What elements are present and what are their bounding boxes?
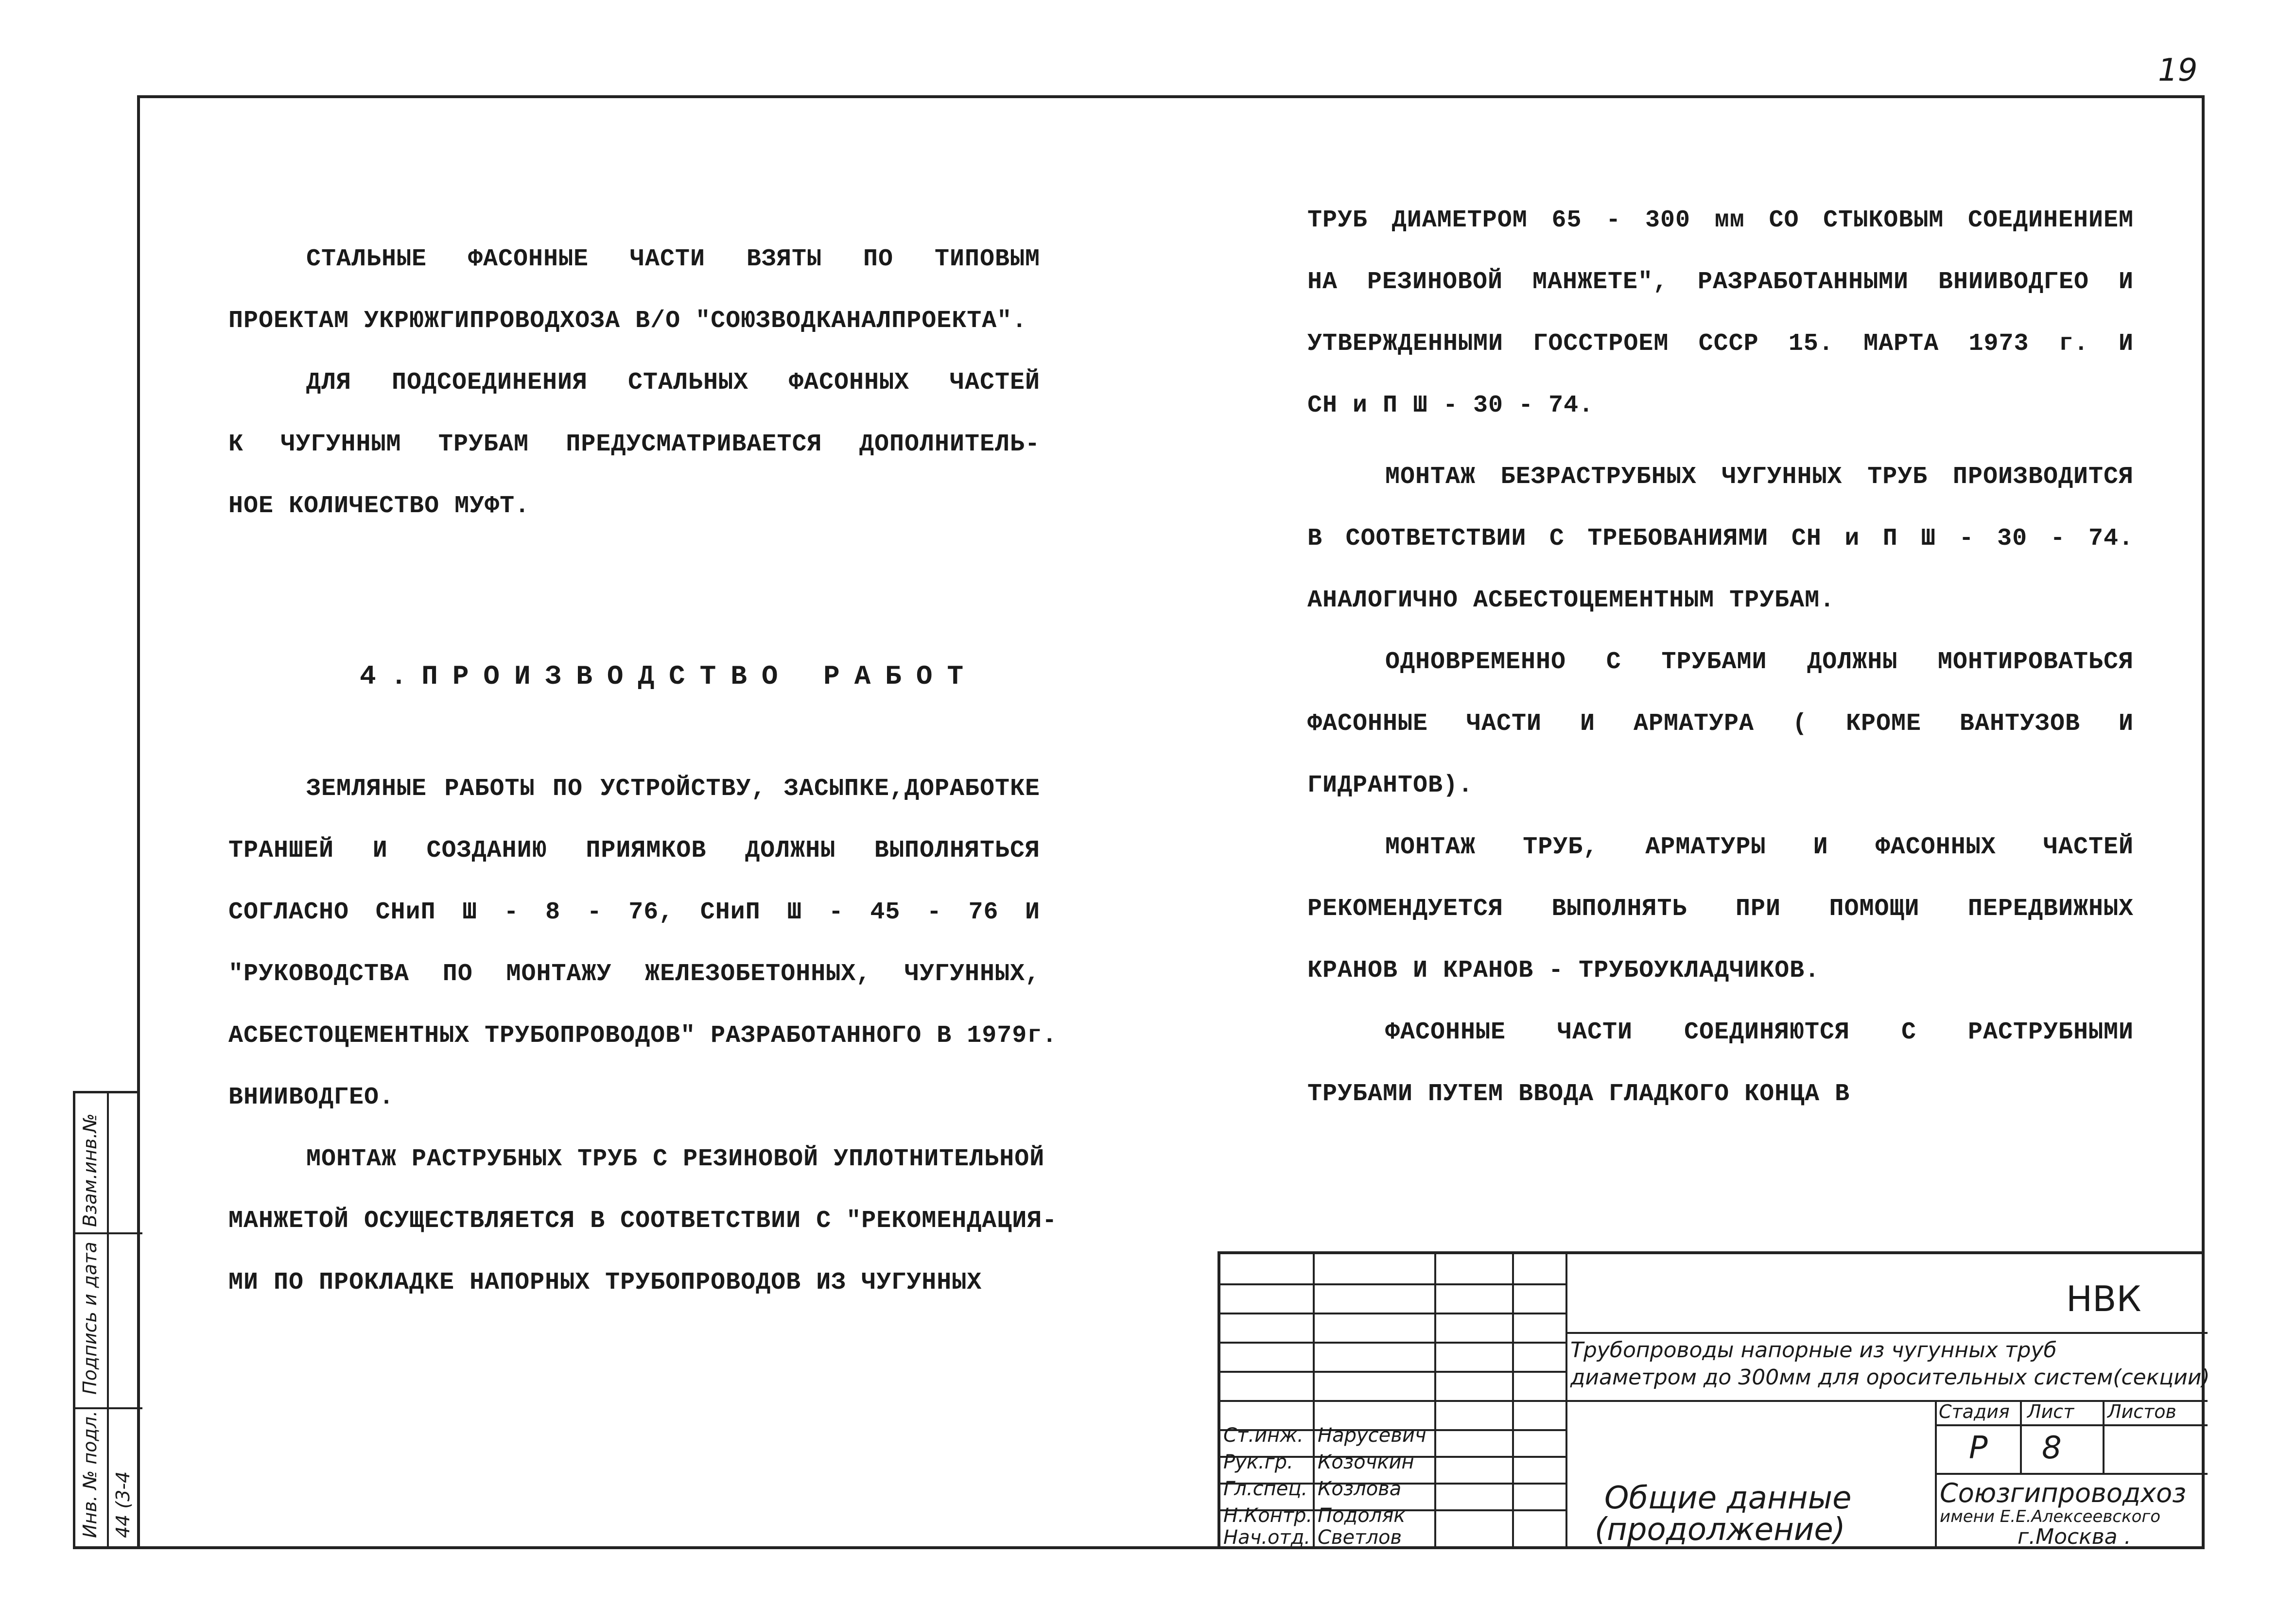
text-line: ТРУБАМИ ПУТЕМ ВВОДА ГЛАДКОГО КОНЦА В: [1307, 1080, 1850, 1108]
role-label: Нач.отд.: [1223, 1526, 1311, 1549]
drawing-code: НВК: [2066, 1279, 2141, 1319]
role-name: Козочкин: [1318, 1451, 1414, 1473]
text-line: ФАСОННЫЕ ЧАСТИ СОЕДИНЯЮТСЯ С РАСТРУБНЫМИ: [1385, 1019, 2134, 1046]
text-line: МИ ПО ПРОКЛАДКЕ НАПОРНЫХ ТРУБОПРОВОДОВ ИЗ ЧУГУННЫХ: [228, 1269, 982, 1296]
text-line: ГИДРАНТОВ).: [1307, 772, 1474, 799]
text-line: ТРУБ ДИАМЕТРОМ 65 - 300 мм СО СТЫКОВЫМ СОЕДИНЕНИЕМ: [1307, 207, 2134, 234]
role-name: Козлова: [1318, 1478, 1402, 1500]
role-label: Гл.спец.: [1223, 1478, 1308, 1500]
stage-value: Р: [1969, 1430, 1988, 1466]
drawing-title-line2: диаметром до 300мм для оросительных систем(секции): [1570, 1365, 2210, 1390]
text-line: АНАЛОГИЧНО АСБЕСТОЦЕМЕНТНЫМ ТРУБАМ.: [1307, 587, 1835, 614]
text-line: МОНТАЖ РАСТРУБНЫХ ТРУБ С РЕЗИНОВОЙ УПЛОТНИТЕЛЬНОЙ: [306, 1145, 1045, 1173]
text-line: В СООТВЕТСТВИИ С ТРЕБОВАНИЯМИ СН и П Ш - 30 - 74.: [1307, 525, 2134, 553]
text-line: ТРАНШЕЙ И СОЗДАНИЮ ПРИЯМКОВ ДОЛЖНЫ ВЫПОЛНЯТЬСЯ: [228, 837, 1040, 864]
drawing-title-line1: Трубопроводы напорные из чугунных труб: [1570, 1338, 2057, 1363]
grid-line: [1220, 1342, 1565, 1344]
text-line: ЗЕМЛЯНЫЕ РАБОТЫ ПО УСТРОЙСТВУ, ЗАСЫПКЕ,ДОРАБОТКЕ: [306, 775, 1040, 803]
left-column-top: [228, 228, 1040, 537]
stamp-value-inventory: 44 (3-4: [112, 1471, 134, 1538]
text-line: ПРОЕКТАМ УКРЮЖГИПРОВОДХОЗА В/О "СОЮЗВОДКАНАЛПРОЕКТА".: [228, 307, 1027, 335]
text-line: К ЧУГУННЫМ ТРУБАМ ПРЕДУСМАТРИВАЕТСЯ ДОПОЛНИТЕЛЬ-: [228, 431, 1040, 458]
sheets-header: Листов: [2107, 1401, 2176, 1422]
grid-line: [2020, 1400, 2022, 1473]
role-label: Н.Контр.: [1223, 1504, 1313, 1527]
role-name: Подоляк: [1318, 1504, 1406, 1527]
section-heading: 4.ПРОИЗВОДСТВО РАБОТ: [360, 661, 978, 692]
stage-header: Стадия: [1939, 1401, 2010, 1422]
org-line3: г.Москва .: [2018, 1524, 2131, 1549]
text-line: СТАЛЬНЫЕ ФАСОННЫЕ ЧАСТИ ВЗЯТЫ ПО ТИПОВЫМ: [306, 245, 1040, 273]
text-line: КРАНОВ И КРАНОВ - ТРУБОУКЛАДЧИКОВ.: [1307, 957, 1820, 985]
text-line: МАНЖЕТОЙ ОСУЩЕСТВЛЯЕТСЯ В СООТВЕТСТВИИ С "РЕКОМЕНДАЦИЯ-: [228, 1207, 1058, 1235]
left-column-bottom: [228, 758, 1058, 1313]
sheet-value: 8: [2042, 1430, 2062, 1466]
role-name: Нарусевич: [1318, 1424, 1426, 1447]
text-line: СН и П Ш - 30 - 74.: [1307, 392, 1594, 419]
sheet-header: Лист: [2027, 1401, 2074, 1422]
role-label: Ст.инж.: [1223, 1424, 1304, 1447]
text-line: АСБЕСТОЦЕМЕНТНЫХ ТРУБОПРОВОДОВ" РАЗРАБОТАННОГО В 1979г.: [228, 1022, 1058, 1050]
section-title-line1: Общие данные: [1604, 1480, 1852, 1516]
stamp-label-inventory: Инв. № подл.: [79, 1410, 101, 1538]
text-line: НА РЕЗИНОВОЙ МАНЖЕТЕ", РАЗРАБОТАННЫМИ ВНИИВОДГЕО И: [1307, 268, 2134, 296]
text-line: РЕКОМЕНДУЕТСЯ ВЫПОЛНЯТЬ ПРИ ПОМОЩИ ПЕРЕДВИЖНЫХ: [1307, 895, 2134, 923]
grid-line: [1935, 1424, 2208, 1426]
stamp-label-replacement: Взам.инв.№: [79, 1113, 101, 1227]
text-line: МОНТАЖ ТРУБ, АРМАТУРЫ И ФАСОННЫХ ЧАСТЕЙ: [1385, 833, 2134, 861]
section-title-line2: (продолжение): [1595, 1512, 1845, 1548]
grid-line: [1220, 1400, 1565, 1402]
grid-line: [1935, 1400, 1937, 1548]
right-column: [1307, 190, 2134, 1125]
grid-line: [1220, 1371, 1565, 1373]
margin-stamp: [73, 1091, 140, 1548]
grid-line: [1935, 1473, 2208, 1475]
grid-line: [1220, 1313, 1565, 1314]
grid-line: [2103, 1400, 2105, 1473]
title-block: [1218, 1251, 2210, 1549]
org-line2: имени Е.Е.Алексеевского: [1940, 1507, 2161, 1526]
grid-line: [1565, 1332, 2208, 1334]
sheet-mark: 19: [2158, 52, 2198, 88]
text-line: НОЕ КОЛИЧЕСТВО МУФТ.: [228, 492, 530, 520]
text-line: УТВЕРЖДЕННЫМИ ГОССТРОЕМ СССР 15. МАРТА 1973 г. И: [1307, 330, 2134, 358]
text-line: ОДНОВРЕМЕННО С ТРУБАМИ ДОЛЖНЫ МОНТИРОВАТЬСЯ: [1385, 648, 2134, 676]
text-line: ДЛЯ ПОДСОЕДИНЕНИЯ СТАЛЬНЫХ ФАСОННЫХ ЧАСТЕЙ: [306, 369, 1040, 397]
text-line: МОНТАЖ БЕЗРАСТРУБНЫХ ЧУГУННЫХ ТРУБ ПРОИЗВОДИТСЯ: [1385, 463, 2134, 491]
text-line: СОГЛАСНО СНиП Ш - 8 - 76, СНиП Ш - 45 - 76 И: [228, 899, 1040, 926]
role-name: Светлов: [1318, 1526, 1402, 1549]
org-line1: Союзгипроводхоз: [1940, 1478, 2186, 1508]
text-line: "РУКОВОДСТВА ПО МОНТАЖУ ЖЕЛЕЗОБЕТОННЫХ, ЧУГУННЫХ,: [228, 960, 1040, 988]
text-line: ВНИИВОДГЕО.: [228, 1084, 395, 1111]
stamp-label-signature: Подпись и дата: [79, 1242, 101, 1395]
text-line: ФАСОННЫЕ ЧАСТИ И АРМАТУРА ( КРОМЕ ВАНТУЗОВ И: [1307, 710, 2134, 738]
role-label: Рук.гр.: [1223, 1451, 1293, 1473]
grid-line: [1220, 1283, 1565, 1285]
